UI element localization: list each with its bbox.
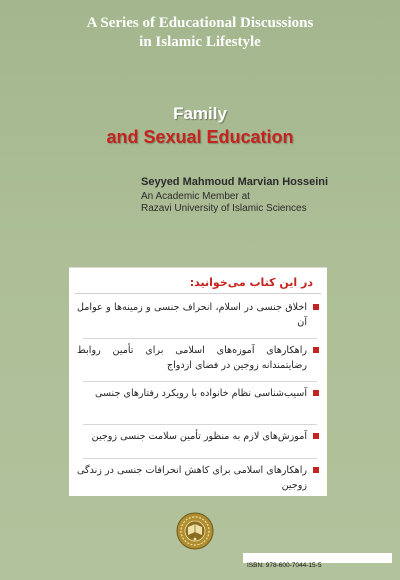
list-item (77, 429, 319, 444)
bullet-square-icon (313, 390, 319, 396)
item-divider (83, 338, 317, 339)
item-divider (83, 458, 317, 459)
author-affiliation-line-2: Razavi University of Islamic Sciences (141, 203, 307, 214)
list-item-text: اخلاق جنسی در اسلام، انحراف جنسی و زمینه‌ها و عوامل آن (77, 302, 307, 328)
university-seal-icon (176, 512, 214, 550)
list-item (77, 386, 319, 401)
bullet-square-icon (313, 304, 319, 310)
list-item-text: راهکارهای اسلامی برای کاهش انحرافات جنسی در زندگی زوجین (77, 465, 307, 491)
book-title-line-2: and Sexual Education (106, 127, 294, 147)
isbn-label: ISBN: 978-600-7044-15-5 (247, 562, 322, 569)
series-title (0, 14, 400, 52)
list-item-text: راهکارهای آموزه‌های اسلامی برای تأمین روابط رضایتمندانه زوجین در فضای ازدواج (77, 345, 307, 371)
list-item (77, 343, 319, 373)
author-name: Seyyed Mahmoud Marvian Hosseini (141, 176, 329, 188)
bullet-square-icon (313, 467, 319, 473)
list-item (77, 463, 319, 493)
list-item-text: آموزش‌های لازم به منظور تأمین سلامت جنسی زوجین (91, 431, 307, 442)
contents-heading: در این کتاب می‌خوانید: (189, 276, 313, 289)
book-title-line-1: Family (173, 104, 227, 123)
author-block (141, 176, 381, 215)
item-divider (83, 381, 317, 382)
contents-panel (69, 267, 327, 496)
list-item (77, 300, 319, 330)
item-divider (83, 424, 317, 425)
bullet-square-icon (313, 433, 319, 439)
author-affiliation-line-1: An Academic Member at (141, 191, 250, 202)
bullet-square-icon (313, 347, 319, 353)
series-title-line-2: in Islamic Lifestyle (139, 34, 261, 50)
list-item-text: آسیب‌شناسی نظام خانواده با رویکرد رفتارهای جنسی (95, 388, 307, 399)
series-title-line-1: A Series of Educational Discussions (86, 15, 314, 31)
heading-divider (75, 293, 321, 294)
